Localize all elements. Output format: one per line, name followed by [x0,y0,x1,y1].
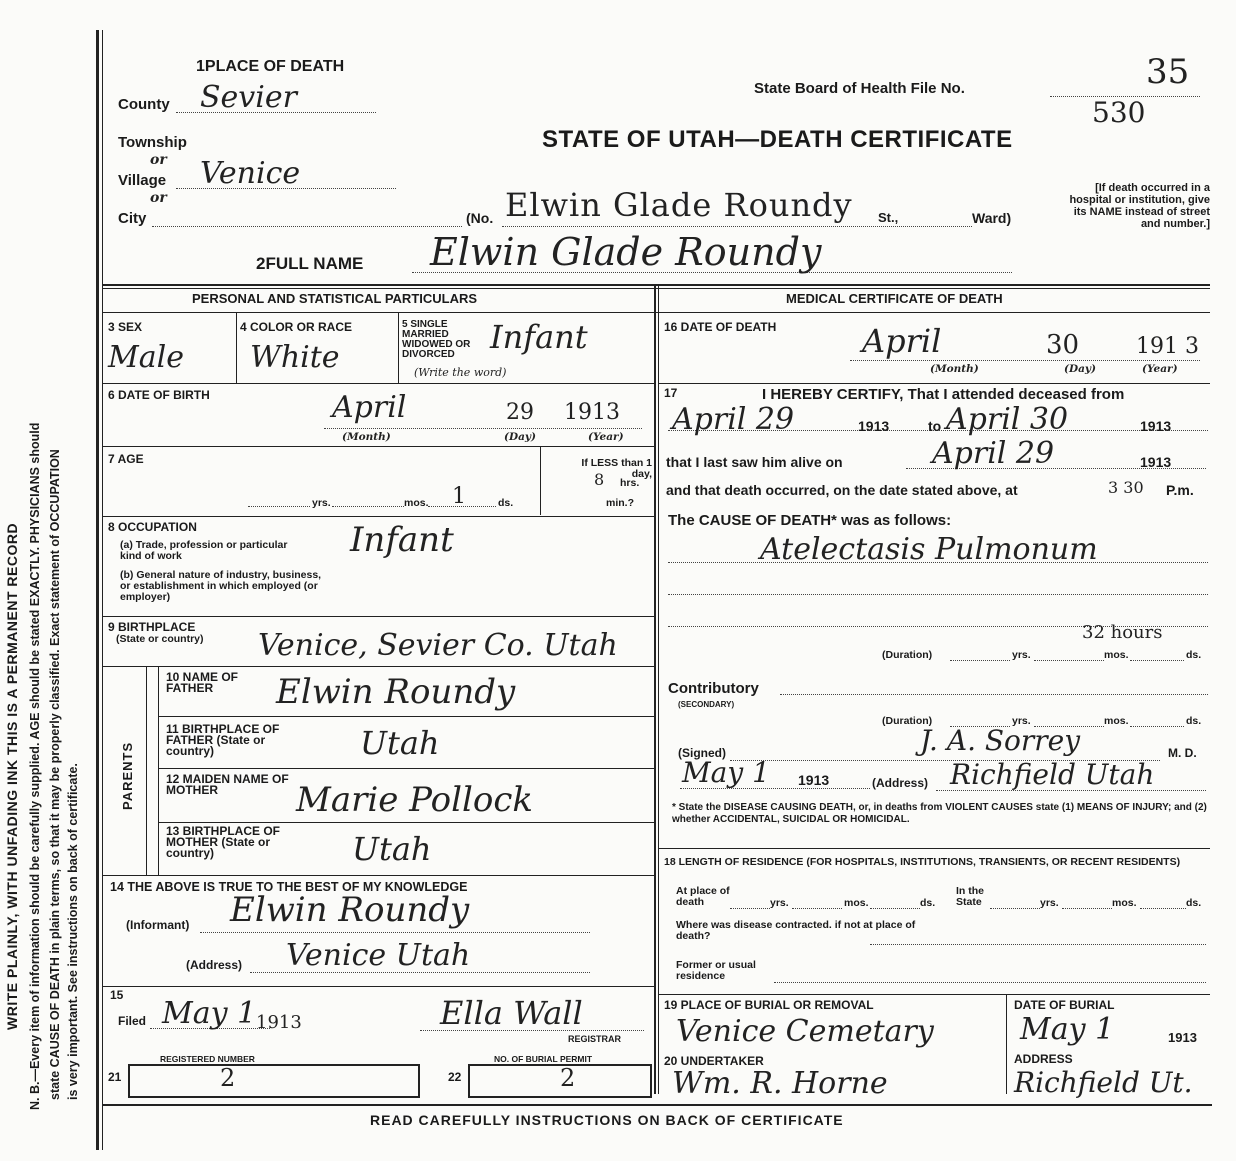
mother-birthplace-value: Utah [352,830,432,868]
street-no-label: (No. [466,210,494,226]
contracted-label: Where was disease contracted. if not at place of death? [676,919,916,942]
mother-value: Marie Pollock [296,780,533,820]
sign-date-value: May 1 [682,756,770,789]
residence-label: 18 LENGTH OF RESIDENCE (FOR HOSPITALS, INSTITUTIONS, TRANSIENTS, OR RECENT RESIDENTS) [664,856,1181,868]
dob-year: 1913 [564,400,620,425]
bottom-border [102,1104,1212,1106]
cause-value: Atelectasis Pulmonum [760,532,1098,567]
last-saw-label: that I last saw him alive on [666,454,843,470]
registrar-value: Ella Wall [440,994,583,1032]
filed-date-value: May 1 [162,996,257,1031]
marital-value: Infant [490,318,588,356]
burial-permit-label: NO. OF BURIAL PERMIT [494,1054,593,1064]
margin-instructions-1: N. B.—Every item of information should be carefully supplied. AGE should be stated EXACTLY. PHYSICIANS should [28,422,42,1110]
hospital-note: [If death occurred in a hospital or institution, give its NAME instead of street and number.] [1069,182,1210,230]
occupation-a: (a) Trade, profession or particular kind of work [120,539,288,562]
age-less-label: If LESS than 1 day, [581,457,652,480]
occurred-label: and that death occurred, on the date stated above, at [666,482,1018,498]
street-value: Elwin Glade Roundy [505,186,853,224]
registered-number-label: REGISTERED NUMBER [160,1054,255,1064]
county-label: County [118,96,170,113]
margin-instructions-2: state CAUSE OF DEATH in plain terms, so that it may be properly classified. Exact statement of OCCUPATION [48,449,62,1100]
left-border [96,30,99,1150]
occupation-label: 8 OCCUPATION [108,520,197,534]
informant-value: Elwin Roundy [230,890,470,930]
certify-text: I HEREBY CERTIFY, That I attended deceased from [762,386,1125,403]
file-number-secondary: 530 [1092,96,1146,129]
former-residence-label: Former or usual residence [676,959,756,982]
center-divider [654,284,656,1094]
cause-label: The CAUSE OF DEATH* was as follows: [668,512,952,529]
parents-label: PARENTS [120,741,135,810]
attended-from-value: April 29 [672,402,795,437]
burial-date-label: DATE OF BURIAL [1014,998,1115,1012]
occupation-b: (b) General nature of industry, business, or establishment in which employed (or employer) [120,569,322,603]
occupation-value: Infant [350,520,454,560]
left-border-inner [102,30,103,1150]
mother-label: 12 MAIDEN NAME OF MOTHER [166,772,289,797]
dod-month: April [862,322,942,360]
undertaker-value: Wm. R. Horne [672,1066,888,1101]
physician-signature: J. A. Sorrey [920,724,1081,757]
dod-year: 191 3 [1136,334,1199,359]
duration-value: 32 hours [1082,622,1163,643]
contributory-label: Contributory [668,680,759,697]
county-value: Sevier [200,80,297,115]
attended-to-value: April 30 [946,402,1069,437]
birthplace-label: 9 BIRTHPLACE [108,620,196,634]
informant-heading: 14 THE ABOVE IS TRUE TO THE BEST OF MY KNOWLEDGE [110,880,468,894]
death-certificate-page: WRITE PLAINLY, WITH UNFADING INK THIS IS A PERMANENT RECORD N. B.—Every item of information should be carefully supplied. AGE should be stated EXACTLY. PHYSICIANS should state CAUSE OF DEATH in plain terms, so that it may be properly classified. Exact statement of OCCUPATION is very important. See instructions on back of certificate. 1PLACE OF DEATH County Sevier Township or Village Venice or City (No. Elwin Glade Roundy St., Ward) State Board of Health File No. 35 530 STATE OF UTAH—DEATH CERTIFICATE [If death occurred in a hospital or institution, give its NAME instead of street and number.] 2FULL NAME Elwin Glade Roundy PERSONAL AND STATISTICAL PARTICULARS 3 SEX Male 4 COLOR OR RACE White 5 SINGLE MARRIED WIDOWED OR DIVORCED (Write the word) Infant 6 DATE OF BIRTH April 29 1913 (Month) (Day) (Year) 7 AGE yrs. mos. 1 ds. If LESS than 1 day, 8 hrs. min.? 8 OCCUPATION (a) Trade, profession or particular kind of work (b) General nature of industry, business, or establishment in which employed (or employer) Infant 9 BIRTHPLACE (State or country) Venice, Sevier Co. Utah PARENTS 10 NAME OF FATHER Elwin Roundy 11 BIRTHPLACE OF FATHER (State or country) Utah 12 MAIDEN NAME OF MOTHER Marie Pollock 13 BIRTHPLACE OF MOTHER (State or country) Utah 14 THE ABOVE IS TRUE TO THE BEST OF MY KNOWLEDGE (Informant) Elwin Roundy (Address) Venice Utah 15 Filed May 1 1913 Ella Wall REGISTRAR REGISTERED NUMBER 21 2 NO. OF BURIAL PERMIT 22 2 MEDICAL CERTIFICATE OF DEATH 16 DATE OF DEATH April 30 191 3 (Month) (Day) (Year) 17 I HEREBY CERTIFY, That I attended deceased from April 29 1913 to April 30 1913 that I last saw him alive on April 29 1913 and that death occurred, on the date stated above, at 3 30 P.m. The CAUSE OF DEATH* was as follows: Atelectasis Pulmonum 32 hours (Duration) yrs. mos. ds. Contributory (SECONDARY) (Duration) yrs. mos. ds. (Signed) J. A. Sorrey M. D. May 1 1913 (Address) Richfield Utah * State the DISEASE CAUSING DEATH, or, in deaths from VIOLENT CAUSES state (1) MEANS OF INJURY; and (2) whether ACCIDENTAL, SUICIDAL OR HOMICIDAL. 18 LENGTH OF RESIDENCE (FOR HOSPITALS, INSTITUTIONS, TRANSIENTS, OR RECENT RESIDENTS) At place of death yrs. mos. ds. In the State yrs. mos. ds. Where was disease contracted. if not at place of death? Former or usual residence 19 PLACE OF BURIAL OR REMOVAL Venice Cemetary DATE OF BURIAL May 1 1913 20 UNDERTAKER Wm. R. Horne ADDRESS Richfield Ut. READ CAREFULLY INSTRUCTIONS ON BACK OF CERTIFICATE [0,0,1236,1161]
violent-causes-note: * State the DISEASE CAUSING DEATH, or, in deaths from VIOLENT CAUSES state (1) MEANS OF INJURY; and (2) whether ACCIDENTAL, SUICIDAL OR HOMICIDAL. [672,802,1207,825]
undertaker-label: 20 UNDERTAKER [664,1054,764,1068]
certificate-title: STATE OF UTAH—DEATH CERTIFICATE [542,126,1013,153]
dob-label: 6 DATE OF BIRTH [108,388,210,402]
margin-ink-notice: WRITE PLAINLY, WITH UNFADING INK THIS IS A PERMANENT RECORD [4,522,20,1030]
or-label-1: or [150,152,167,168]
marital-note: (Write the word) [414,366,507,379]
place-of-death-label: 1PLACE OF DEATH [196,58,345,75]
sex-label: 3 SEX [108,320,143,334]
dod-label: 16 DATE OF DEATH [664,320,777,334]
age-days: 1 [452,484,466,509]
file-no-label: State Board of Health File No. [754,80,965,97]
margin-instructions-3: is very important. See instructions on back of certificate. [66,763,80,1100]
or-label-2: or [150,190,167,206]
undertaker-address-label: ADDRESS [1014,1052,1073,1066]
dob-day: 29 [506,400,534,425]
undertaker-address-value: Richfield Ut. [1014,1066,1193,1099]
color-value: White [250,340,340,375]
burial-permit-value: 2 [560,1064,576,1092]
medical-heading: MEDICAL CERTIFICATE OF DEATH [786,291,1003,306]
age-label: 7 AGE [108,452,144,466]
burial-place-label: 19 PLACE OF BURIAL OR REMOVAL [664,998,874,1012]
footer-instructions: READ CAREFULLY INSTRUCTIONS ON BACK OF CERTIFICATE [370,1112,844,1128]
burial-place-value: Venice Cemetary [676,1014,934,1049]
village-label: Village [118,172,167,189]
marital-label: 5 SINGLE MARRIED WIDOWED OR DIVORCED [402,319,471,360]
city-label: City [118,210,147,227]
age-hours: 8 [594,470,605,489]
village-value: Venice [200,156,301,191]
file-number: 35 [1146,52,1190,92]
filed-year: 1913 [256,1012,302,1033]
st-label: St., [878,210,899,225]
dod-day: 30 [1046,330,1080,360]
birthplace-value: Venice, Sevier Co. Utah [258,628,618,663]
township-label: Township [118,134,187,151]
registered-number-value: 2 [220,1064,236,1092]
ward-label: Ward) [972,210,1012,226]
father-value: Elwin Roundy [276,672,516,712]
personal-heading: PERSONAL AND STATISTICAL PARTICULARS [192,291,478,306]
father-birthplace-value: Utah [360,724,440,762]
burial-date-value: May 1 [1020,1012,1115,1047]
informant-address-value: Venice Utah [286,938,471,973]
registrar-label: REGISTRAR [568,1034,622,1044]
full-name-value: Elwin Glade Roundy [430,230,822,274]
father-birthplace-label: 11 BIRTHPLACE OF FATHER (State or country) [166,722,280,758]
last-saw-value: April 29 [932,436,1055,471]
registered-number-box [128,1064,420,1098]
physician-address-value: Richfield Utah [950,758,1155,791]
color-label: 4 COLOR OR RACE [240,320,353,334]
dob-month: April [332,390,407,425]
sex-value: Male [108,340,184,375]
father-label: 10 NAME OF FATHER [166,670,239,695]
mother-birthplace-label: 13 BIRTHPLACE OF MOTHER (State or country) [166,824,281,860]
death-time-value: 3 30 [1108,478,1144,497]
full-name-label: 2FULL NAME [256,254,364,273]
